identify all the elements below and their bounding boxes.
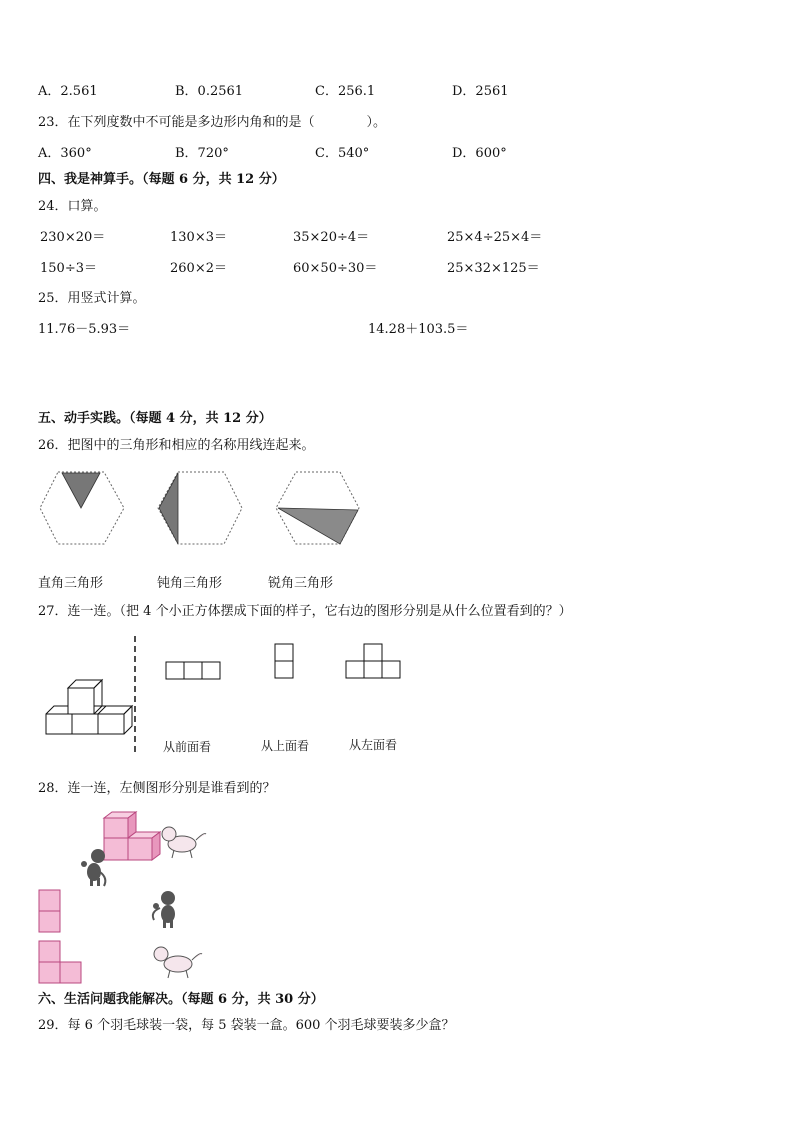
q24-r2-c2: 260×2＝ [170, 261, 227, 276]
hexagon-1 [40, 472, 124, 544]
hexagon-2 [158, 472, 242, 544]
q22-option-c: C．256.1 [315, 84, 376, 99]
view-two-stacked [275, 644, 293, 678]
q25-text: 25．用竖式计算。 [38, 291, 146, 306]
cube-stack [46, 680, 132, 734]
q24-r2-c3: 60×50÷30＝ [293, 261, 378, 276]
q25-item-1: 11.76－5.93＝ [38, 322, 131, 337]
q26-text: 26．把图中的三角形和相应的名称用线连起来。 [38, 438, 315, 453]
q23-option-b: B．720° [175, 146, 229, 161]
view-three-in-row [166, 662, 220, 679]
q24-text: 24．口算。 [38, 199, 107, 214]
pink-view-two-stacked [39, 890, 60, 932]
q27-label-left: 从左面看 [349, 738, 398, 752]
section6-heading: 六、生活问题我能解决。（每题 6 分，共 30 分） [38, 992, 324, 1007]
q27-text: 27．连一连。（把 4 个小正方体摆成下面的样子，它右边的图形分别是从什么位置看到的？） [38, 604, 572, 619]
view-t-shape [346, 644, 400, 678]
q22-option-d: D．2561 [452, 84, 509, 99]
monkey-icon-2 [153, 891, 175, 928]
q23-option-d: D．600° [452, 146, 507, 161]
q29-text: 29．每 6 个羽毛球装一袋，每 5 袋装一盒。600 个羽毛球要装多少盒？ [38, 1018, 455, 1033]
q26-label-acute: 锐角三角形 [268, 576, 334, 591]
section5-heading: 五、动手实践。（每题 4 分，共 12 分） [38, 411, 272, 426]
q24-r1-c3: 35×20÷4＝ [293, 230, 370, 245]
q24-r1-c4: 25×4÷25×4＝ [447, 230, 543, 245]
dog-icon [162, 827, 206, 858]
hexagon-3 [276, 472, 359, 544]
q27-label-top: 从上面看 [261, 739, 310, 753]
shaded-right-triangle [62, 473, 100, 508]
q23-option-c: C．540° [315, 146, 370, 161]
q24-r1-c2: 130×3＝ [170, 230, 227, 245]
dog-icon-2 [154, 947, 202, 978]
shaded-acute-triangle [278, 508, 358, 544]
q25-item-2: 14.28＋103.5＝ [368, 322, 469, 337]
q23-text: 23．在下列度数中不可能是多边形内角和的是（ ）。 [38, 115, 387, 130]
q22-option-a: A．2.561 [38, 84, 98, 99]
pink-cube-stack [104, 812, 160, 860]
q26-label-right: 直角三角形 [38, 576, 104, 591]
q22-option-b: B．0.2561 [175, 84, 244, 99]
q23-option-a: A．360° [38, 146, 92, 161]
monkey-icon [81, 849, 105, 886]
q28-text: 28．连一连，左侧图形分别是谁看到的？ [38, 781, 276, 796]
shaded-obtuse-triangle [159, 473, 178, 544]
section4-heading: 四、我是神算手。（每题 6 分，共 12 分） [38, 172, 285, 187]
q24-r2-c1: 150÷3＝ [40, 261, 97, 276]
q24-r1-c1: 230×20＝ [40, 230, 106, 245]
q27-label-front: 从前面看 [163, 740, 212, 754]
q26-label-obtuse: 钝角三角形 [157, 576, 223, 591]
pink-view-l-shape [39, 941, 81, 983]
q26-hexagon-figures [38, 470, 362, 550]
q24-r2-c4: 25×32×125＝ [447, 261, 540, 276]
q28-figures [36, 808, 216, 988]
